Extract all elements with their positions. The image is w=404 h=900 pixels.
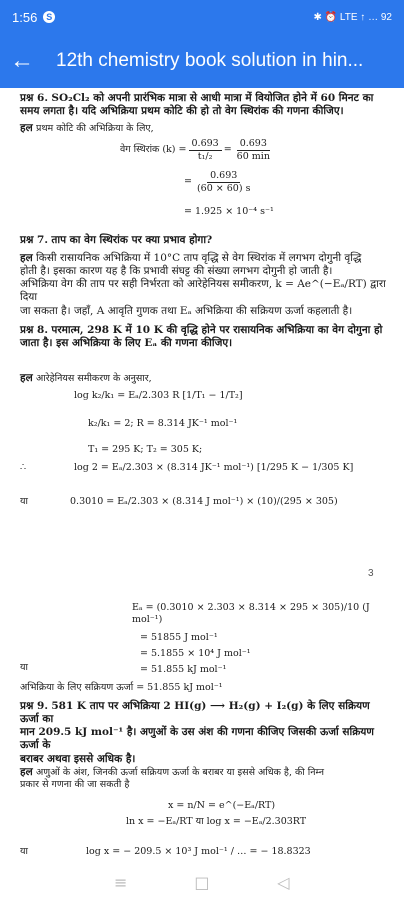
q6-k-label: वेग स्थिरांक (k) = bbox=[120, 144, 187, 156]
q6-frac-2 bbox=[234, 138, 273, 163]
menu-icon[interactable]: ≡ bbox=[113, 872, 128, 892]
q6-f2-den: 60 min bbox=[236, 150, 270, 162]
q8-ea-1: Eₐ = (0.3010 × 2.303 × 8.314 × 295 × 305)/10 (J mol⁻¹) bbox=[132, 602, 370, 625]
q6-f3-den: (60 × 60) s bbox=[196, 182, 251, 194]
q7-line-4: जा सकता है। जहाँ, A आवृति गुणक तथा Eₐ अभिक्रिया की सक्रियण ऊर्जा कहलाती है। bbox=[20, 304, 353, 317]
q8-eq-3: T₁ = 295 K; T₂ = 305 K; bbox=[88, 444, 203, 455]
q7-question: ताप का वेग स्थिरांक पर क्या प्रभाव होगा? bbox=[51, 234, 213, 246]
q8-hal: हल bbox=[20, 372, 33, 384]
q8-eq-1: log k₂/k₁ = Eₐ/2.303 R [1/T₁ − 1/T₂] bbox=[74, 390, 243, 401]
status-icons-text: ✱ ⏰ LTE ↑ … 92 bbox=[313, 11, 392, 23]
q6-f1-den: t₁/₂ bbox=[197, 150, 213, 162]
q7-line-2: होती है। इसका कारण यह है कि प्रभावी संघट्ट की संख्या लगभग दोगुनी हो जाती है। bbox=[20, 265, 333, 278]
status-bar bbox=[0, 0, 404, 34]
q8-line-1: परमात्म, 298 K में 10 K की वृद्धि होने पर रासायनिक अभिक्रिया का वेग दोगुना हो bbox=[51, 324, 383, 336]
app-notification-icon: S bbox=[43, 11, 55, 23]
back-arrow-icon[interactable]: ← bbox=[10, 47, 34, 74]
q8-line-2: जाता है। इस अभिक्रिया के लिए Eₐ की गणना कीजिए। bbox=[20, 337, 233, 350]
q7-line-1: किसी रासायनिक अभिक्रिया में 10°C ताप वृद्धि से वेग स्थिरांक में लगभग दोगुनी वृद्धि bbox=[36, 252, 362, 264]
q9-eq-1: x = n/N = e^(−Eₐ/RT) bbox=[168, 800, 276, 811]
q6-frac-3 bbox=[194, 170, 253, 195]
status-time: 1:56 bbox=[12, 9, 38, 25]
q6-sol-intro: प्रथम कोटि की अभिक्रिया के लिए, bbox=[36, 123, 154, 134]
q9-eq-3: log x = − 209.5 × 10³ J mol⁻¹ / … = − 18.8323 bbox=[86, 846, 311, 857]
q9-line-1: 581 K ताप पर अभिक्रिया 2 HI(g) ⟶ H₂(g) + I₂(g) के लिए सक्रियण ऊर्जा का bbox=[20, 700, 370, 726]
q8-sol-intro: आरेहेनियस समीकरण के अनुसार, bbox=[36, 373, 152, 384]
q9-sol-2: प्रकार से गणना की जा सकती है bbox=[20, 779, 130, 791]
q7-hal: हल bbox=[20, 252, 33, 264]
q7-solution bbox=[20, 252, 392, 318]
page-number: 3 bbox=[368, 568, 374, 579]
q6-text-2: समय लगता है। यदि अभिक्रिया प्रथम कोटि की हो तो वेग स्थिरांक की गणना कीजिए। bbox=[20, 105, 344, 118]
home-icon[interactable]: □ bbox=[194, 872, 210, 892]
q8-eq-2: k₂/k₁ = 2; R = 8.314 JK⁻¹ mol⁻¹ bbox=[88, 418, 238, 429]
q8-label: प्रश्न 8. bbox=[20, 324, 49, 336]
q6-frac-1 bbox=[189, 138, 222, 163]
q6-solution-intro bbox=[20, 122, 154, 135]
q6-f3-num: 0.693 bbox=[207, 170, 240, 183]
q8-eq-5: 0.3010 = Eₐ/2.303 × (8.314 J mol⁻¹) × (10)/(295 × 305) bbox=[70, 496, 338, 507]
q9-line-3: बराबर अथवा इससे अधिक है। bbox=[20, 752, 136, 765]
q9-eq-2: ln x = −Eₐ/RT या log x = −Eₐ/2.303RT bbox=[126, 816, 307, 827]
status-indicators bbox=[314, 12, 392, 23]
q8-ea-4: = 51.855 kJ mol⁻¹ bbox=[140, 664, 227, 675]
system-nav-bar bbox=[0, 864, 404, 900]
q9-sol-1: अणुओं के अंश, जिनकी ऊर्जा सक्रियण ऊर्जा के बराबर या इससे अधिक है, की निम्न bbox=[36, 767, 324, 778]
q6-f2-num: 0.693 bbox=[237, 138, 270, 151]
q8-solution-intro bbox=[20, 372, 152, 385]
q8-ya-2: या bbox=[20, 662, 28, 673]
q6-f1-num: 0.693 bbox=[189, 138, 222, 151]
q6-text-1: SO₂Cl₂ को अपनी प्रारंभिक मात्रा से आधी मात्रा में वियोजित होने में 60 मिनट का bbox=[51, 92, 374, 104]
q9-solution bbox=[20, 766, 392, 791]
app-bar bbox=[0, 34, 404, 88]
question-7 bbox=[20, 234, 212, 247]
document-page[interactable] bbox=[0, 88, 404, 864]
nav-back-icon[interactable]: ◁ bbox=[277, 872, 290, 892]
q8-ya: या bbox=[20, 496, 28, 507]
q6-result: = 1.925 × 10⁻⁴ s⁻¹ bbox=[184, 206, 274, 217]
q6-hal: हल bbox=[20, 122, 33, 134]
q7-label: प्रश्न 7. bbox=[20, 234, 49, 246]
q9-line-2: मान 209.5 kJ mol⁻¹ है। अणुओं के उस अंश की गणना कीजिए जिसकी ऊर्जा सक्रियण ऊर्जा के bbox=[20, 726, 374, 752]
status-left bbox=[12, 10, 55, 25]
q8-therefore: ∴ bbox=[20, 462, 27, 473]
question-8 bbox=[20, 324, 392, 350]
question-6 bbox=[20, 92, 392, 118]
q8-final: अभिक्रिया के लिए सक्रियण ऊर्जा = 51.855 kJ mol⁻¹ bbox=[20, 682, 223, 693]
q6-equation-1: वेग स्थिरांक (k) = $\frac{0.693}{\text{t₁/₂}}$ = $\frac{0.693}{60 \min}$ bbox=[120, 138, 275, 163]
q9-ya: या bbox=[20, 846, 28, 857]
q6-label: प्रश्न 6. bbox=[20, 92, 49, 104]
page-title: 12th chemistry book solution in hin... bbox=[56, 50, 364, 71]
q7-line-3: अभिक्रिया वेग की ताप पर सही निर्भरता को आरेहेनियस समीकरण, k = Ae^(−Eₐ/RT) द्वारा दिया bbox=[20, 278, 386, 304]
q8-ea-2: = 51855 J mol⁻¹ bbox=[140, 632, 218, 643]
q8-ea-3: = 5.1855 × 10⁴ J mol⁻¹ bbox=[140, 648, 251, 659]
q6-equation-2: = $\frac{0.693}{(60 \times 60) s}$ bbox=[184, 170, 255, 195]
q9-hal: हल bbox=[20, 766, 33, 778]
q9-label: प्रश्न 9. bbox=[20, 700, 49, 712]
q8-eq-4: log 2 = Eₐ/2.303 × (8.314 JK⁻¹ mol⁻¹) [1/295 K − 1/305 K] bbox=[74, 462, 354, 473]
question-9 bbox=[20, 700, 392, 766]
